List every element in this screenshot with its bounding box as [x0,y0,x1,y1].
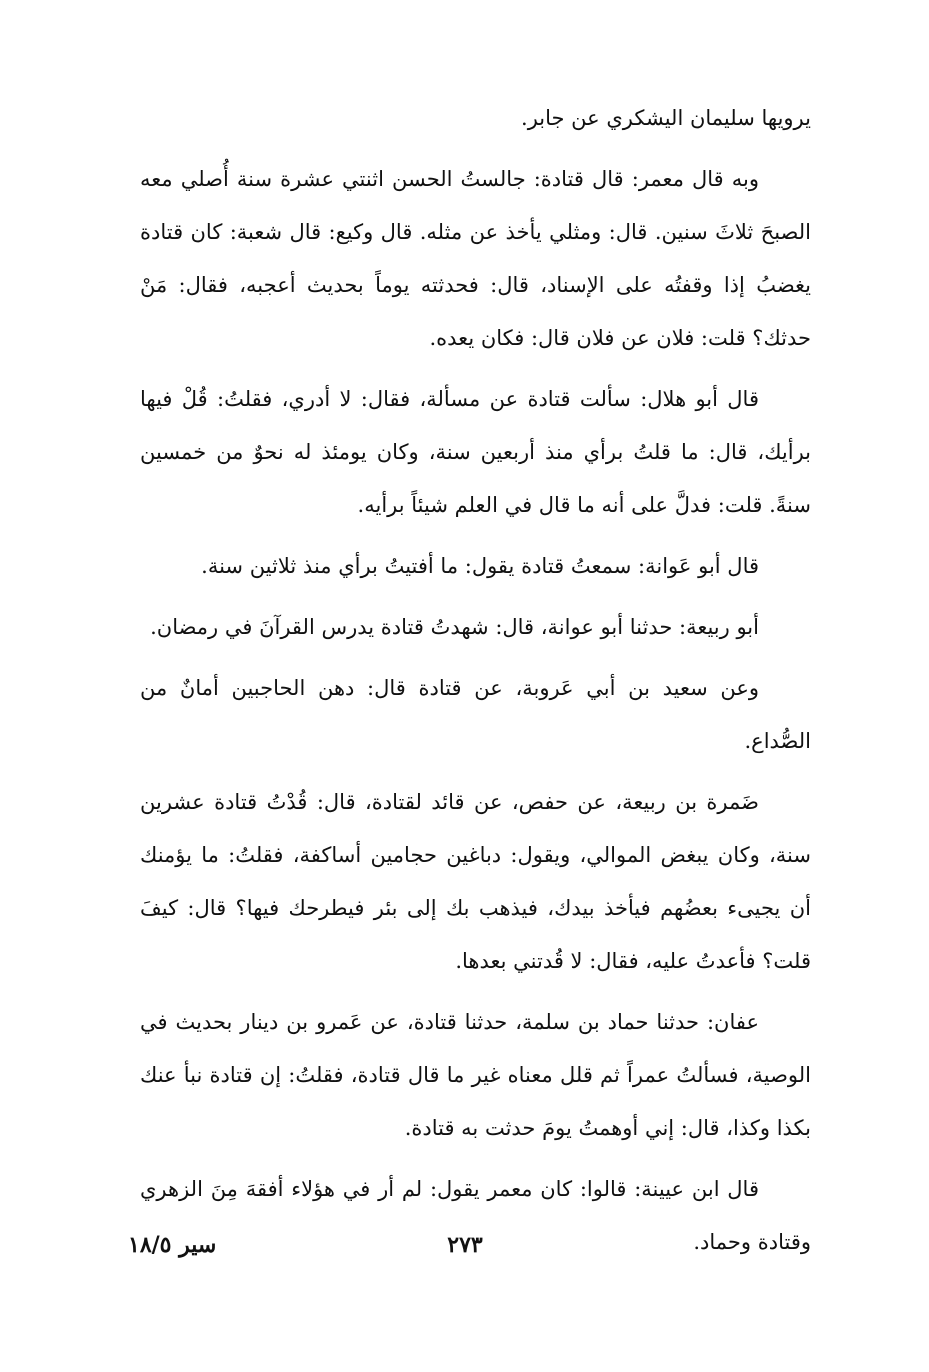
paragraph-mamar-qatada: وبه قال معمر: قال قتادة: جالستُ الحسن اثنتي عشرة سنة أُصلي معه الصبحَ ثلاثَ سنين. قال: ومثلي يأخذ عن مثله. قال وكيع: قال شعبة: كان قتادة يغضبُ إذا وقفتُه على الإسناد، قال: فحدثته يوماً بحديث أعجبه، فقال: مَنْ حدثك؟ قلت: فلان عن فلان قال: فكان يعده. [140,167,811,350]
page-number: ٢٧٣ [447,1232,483,1258]
paragraph-abu-awana: قال أبو عَوانة: سمعتُ قتادة يقول: ما أفتيتُ برأي منذ ثلاثين سنة. [201,554,759,578]
paragraph-abu-hilal: قال أبو هلال: سألت قتادة عن مسألة، فقال: لا أدري، فقلتُ: قُلْ فيها برأيك، قال: ما قلتُ برأي منذ أربعين سنة، وكان يومئذ له نحوٌ من خمسين سنةً. قلت: فدلَّ على أنه ما قال في العلم شيئاً برأيه. [140,387,811,517]
paragraph-affan: عفان: حدثنا حماد بن سلمة، حدثنا قتادة، عن عَمرو بن دينار بحديث في الوصية، فسألتُ عمراً ثم قلل معناه غير ما قال قتادة، فقلتُ: إن قتادة نبأ عنك بكذا وكذا، قال: إني أوهمتُ يومَ حدثت به قتادة. [140,1010,811,1140]
page-body [140,92,811,1277]
paragraph-continuation: يرويها سليمان اليشكري عن جابر. [521,106,811,130]
paragraph-damra-ibn-rabia: ضَمرة بن ربيعة، عن حفص، عن قائد لقتادة، قال: قُدْتُ قتادة عشرين سنة، وكان يبغض الموالي، ويقول: دباغين حجامين أساكفة، فقلتُ: ما يؤمنك أن يجيىء بعضُهم فيأخذ بيدك، فيذهب بك إلى بئر فيطرحك فيها؟ قال: كيفَ قلت؟ فأعدتُ عليه، فقال: لا قُدتني بعدها. [140,790,811,973]
signature-mark: سير ١٨/٥ [128,1232,217,1258]
page-footer [0,1232,929,1282]
paragraph-said-ibn-abi-aruba: وعن سعيد بن أبي عَروبة، عن قتادة قال: دهن الحاجبين أمانٌ من الصُّداع. [140,676,811,753]
paragraph-abu-rabia: أبو ربيعة: حدثنا أبو عوانة، قال: شهدتُ قتادة يدرس القرآنَ في رمضان. [150,615,759,639]
paragraph-ibn-uyayna: قال ابن عيينة: قالوا: كان معمر يقول: لم أر في هؤلاء أفقهَ مِنَ الزهري وقتادة وحماد. [140,1177,811,1254]
